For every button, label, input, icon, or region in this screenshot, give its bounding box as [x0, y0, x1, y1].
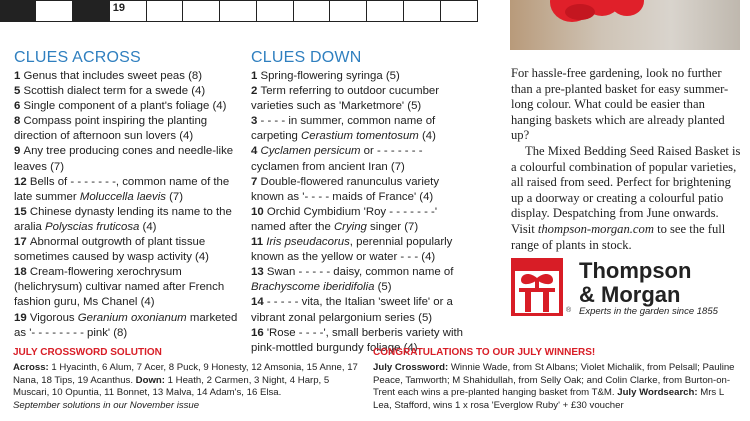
down-clue-3: 3 - - - - in summer, common name of carpeting Cerastium tomentosum (4) [251, 115, 436, 143]
clues-down-list [251, 69, 473, 356]
across-clue-8: 8 Compass point inspiring the planting direction of afternoon sun lovers (4) [14, 115, 208, 143]
across-clue-6: 6 Single component of a plant's foliage (4) [14, 100, 227, 113]
grid-cell[interactable] [146, 0, 184, 22]
grid-cell[interactable] [403, 0, 441, 22]
solution-note: September solutions in our November issue [13, 400, 200, 412]
promo-intro: For hassle-free gardening, look no further than a pre-planted basket for easy summer-long colour. What could be easier than hanging baskets which are already planted up? [511, 66, 729, 143]
across-clue-18: 18 Cream-flowering xerochrysum (helichrysum) cultivar named after French fashion guru, Ms Chanel (4) [14, 266, 225, 309]
clues-down-title: CLUES DOWN [251, 49, 362, 66]
across-clue-12: 12 Bells of - - - - - - -, common name of the late summer Moluccella laevis (7) [14, 175, 230, 203]
down-clue-14: 14 - - - - - vita, the Italian 'sweet life' or a vibrant zonal pelargonium series (5) [251, 296, 453, 324]
down-clue-11: 11 Iris pseudacorus, perennial popularly known as the yellow or water - - - (4) [251, 236, 453, 264]
promo-body: The Mixed Bedding Seed Raised Basket is a colourful combination of popular varieties, all raised from seed. Perfect for brightening up a doorway or creating a colourful patio display. Despatching from June onwards. Visit thompson-morgan.com to see the full range of plants in stock. [511, 143, 741, 252]
down-clue-7: 7 Double-flowered ranunculus variety known as '- - - - maids of France' (4) [251, 175, 440, 203]
grid-cell[interactable] [182, 0, 220, 22]
registered-mark: ® [566, 307, 572, 314]
grid-cell[interactable] [293, 0, 331, 22]
july-winners [373, 347, 745, 413]
down-clue-16: 16 'Rose - - - -', small berberis variety with pink-mottled burgundy foliage (4) [251, 326, 463, 354]
grid-cell[interactable] [219, 0, 257, 22]
clues-across-list [14, 69, 242, 341]
across-clue-19: 19 Vigorous Geranium oxonianum marketed as '- - - - - - - - pink' (8) [14, 311, 238, 339]
down-clue-2: 2 Term referring to outdoor cucumber varieties such as 'Marketmore' (5) [251, 85, 440, 113]
grid-cell[interactable] [329, 0, 367, 22]
grid-cell[interactable] [256, 0, 294, 22]
down-clue-1: 1 Spring-flowering syringa (5) [251, 70, 400, 82]
across-clue-5: 5 Scottish dialect term for a swede (4) [14, 85, 206, 98]
grid-cell-black [0, 0, 37, 22]
grid-cell-black [72, 0, 110, 22]
promo-link[interactable]: thompson-morgan.com [537, 221, 654, 236]
bottom-band [0, 340, 750, 421]
grid-cell-19[interactable] [109, 0, 147, 22]
down-clue-4: 4 Cyclamen persicum or - - - - - - - cyclamen from ancient Iran (7) [251, 145, 423, 173]
grid-cell[interactable] [35, 0, 73, 22]
thompson-morgan-logo [511, 258, 747, 318]
promo-text [511, 66, 743, 253]
hanging-basket-photo [510, 0, 740, 50]
grid-cell[interactable] [366, 0, 404, 22]
solution-text: Across: 1 Hyacinth, 6 Alum, 7 Acer, 8 Puck, 9 Honesty, 12 Amsonia, 15 Anne, 17 Nana, 18 Tips, 19 Acanthus. Down: 1 Heath, 2 Carmen, 3 Night, 4 Harp, 5 Muscari, 10 Opuntia, 11 Bonnet, 13 Malva, 14 Adam's, 16 Elsa. [13, 361, 358, 399]
logo-emblem-icon [511, 258, 563, 316]
grid-cell[interactable] [440, 0, 478, 22]
down-clue-13: 13 Swan - - - - - daisy, common name of Brachyscome iberidifolia (5) [251, 266, 454, 294]
across-clue-15: 15 Chinese dynasty lending its name to the aralia Polyscias fruticosa (4) [14, 205, 232, 233]
crossword-grid-bottom-row [0, 0, 478, 24]
logo-tagline: Experts in the garden since 1855 [579, 306, 718, 317]
across-clue-1: 1 Genus that includes sweet peas (8) [14, 70, 203, 82]
clues-across-title: CLUES ACROSS [14, 49, 141, 66]
down-clue-10: 10 Orchid Cymbidium 'Roy - - - - - - -' named after the Crying singer (7) [251, 205, 437, 233]
winners-heading: CONGRATULATIONS TO OUR JULY WINNERS! [373, 347, 596, 358]
winners-text: July Crossword: Winnie Wade, from St Albans; Violet Michalik, from Pelsall; Pauline Peace, Tamworth; M Shahidullah, from Selly Oak; and Colin Clarke, from Burton-on-Trent each wins a pre-planted hanging basket from T&M. July Wordsearch: Mrs L Lea, Stafford, wins 1 x rosa 'Everglow Ruby' + £30 voucher [373, 361, 735, 412]
across-clue-17: 17 Abnormal outgrowth of plant tissue sometimes caused by wasp activity (4) [14, 236, 209, 264]
july-solution [13, 347, 358, 413]
across-clue-9: 9 Any tree producing cones and needle-like leaves (7) [14, 145, 234, 173]
logo-wordmark: Thompson & Morgan [579, 258, 692, 307]
cell-number: 19 [112, 2, 126, 14]
solution-heading: JULY CROSSWORD SOLUTION [13, 347, 162, 358]
